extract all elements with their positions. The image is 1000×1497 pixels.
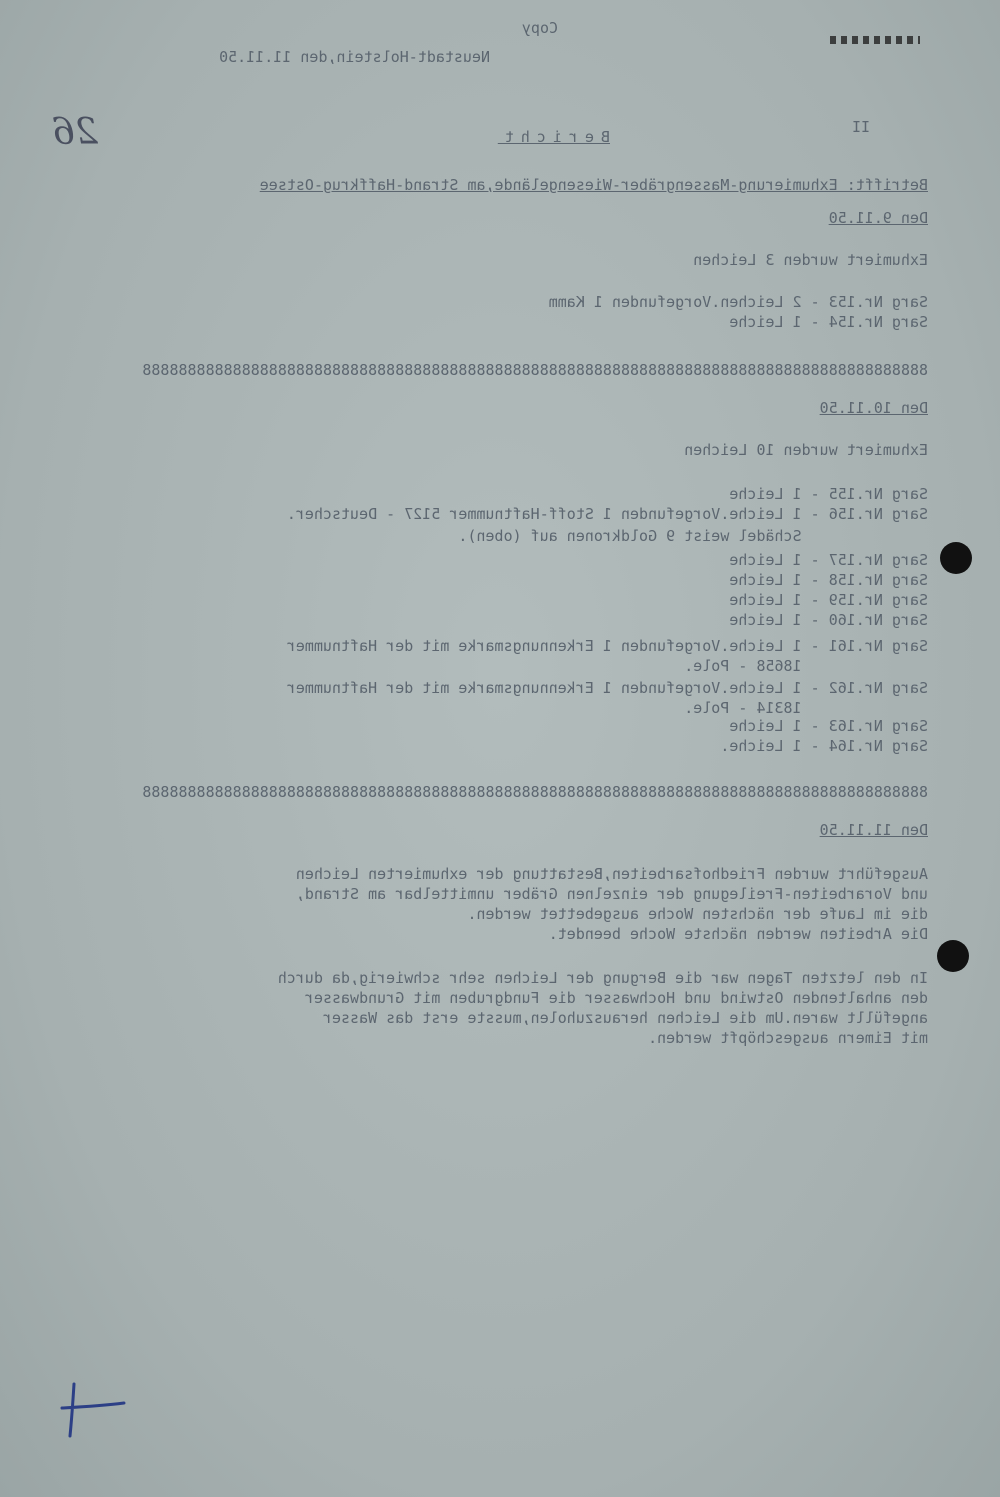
- coffin-line: Sarg Nr.161 - 1 Leiche.Vorgefunden 1 Erkennungsmarke mit der Haftnummer: [286, 637, 928, 655]
- coffin-line: Sarg Nr.155 - 1 Leiche: [729, 485, 928, 503]
- report-line: und Vorarbeiten-Freilegung der einzelnen Gräber unmittelbar am Strand,: [295, 885, 928, 903]
- copy-mark: Copy: [521, 19, 558, 37]
- section-date: Den 9.11.50: [828, 209, 928, 227]
- report-line: Ausgeführt wurden Friedhofsarbeiten,Bestattung der exhumierten Leichen: [295, 865, 928, 883]
- section-date: Den 11.11.50: [819, 821, 928, 839]
- coffin-line: 18658 - Pole.: [684, 657, 928, 675]
- coffin-line: Sarg Nr.158 - 1 Leiche: [729, 571, 928, 589]
- coffin-line: Sarg Nr.157 - 1 Leiche: [729, 551, 928, 569]
- coffin-line: Sarg Nr.162 - 1 Leiche.Vorgefunden 1 Erkennungsmarke mit der Haftnummer: [286, 679, 928, 697]
- closing-line: mit Eimern ausgeschöpft werden.: [648, 1029, 928, 1047]
- place-date: Neustadt-Holstein,den 11.11.50: [219, 48, 490, 66]
- report-line: Die Arbeiten werden nächste Woche beendet.: [548, 925, 928, 943]
- closing-line: den anhaltenden Ostwind und Hochwasser die Fundgruben mit Grundwasser: [304, 989, 928, 1007]
- coffin-line: 18314 - Pole.: [684, 699, 928, 717]
- section-summary: Exhumiert wurden 10 Leichen: [684, 441, 928, 459]
- section-date: Den 10.11.50: [819, 399, 928, 417]
- coffin-line: Sarg Nr.153 - 2 Leichen.Vorgefunden 1 Kamm: [548, 293, 928, 311]
- subject-text: Betrifft: Exhumierung-Massengräber-Wiesengelände,am Strand-Haffkrug-Ostsee: [259, 176, 928, 194]
- page-mark: II: [851, 118, 870, 136]
- subject-line: [260, 175, 928, 195]
- closing-line: In den letzten Tagen war die Bergung der Leichen sehr schwierig,da durch: [277, 969, 928, 987]
- coffin-line: Sarg Nr.154 - 1 Leiche: [729, 313, 928, 331]
- coffin-line: Sarg Nr.163 - 1 Leiche: [729, 717, 928, 735]
- coffin-line: Sarg Nr.156 - 1 Leiche.Vorgefunden 1 Stoff-Haftnummer 5127 - Deutscher.: [286, 505, 928, 523]
- report-line: die im Laufe der nächsten Woche ausgebettet werden.: [467, 905, 928, 923]
- separator-line: 888888888888888888888888888888888888888888888888888888888888888888888888888888888888888: [142, 783, 928, 801]
- coffin-line: Sarg Nr.160 - 1 Leiche: [729, 611, 928, 629]
- closing-line: angefüllt waren.Um die Leichen herauszuholen,musste erst das Wasser: [322, 1009, 928, 1027]
- section-summary: Exhumiert wurden 3 Leichen: [693, 251, 928, 269]
- handwritten-page-number: 26: [52, 112, 98, 153]
- report-title: Bericht: [497, 128, 610, 146]
- coffin-line: Sarg Nr.164 - 1 Leiche.: [720, 737, 928, 755]
- coffin-line: Schädel weist 9 Goldkronen auf (oben).: [458, 527, 928, 545]
- coffin-line: Sarg Nr.159 - 1 Leiche: [729, 591, 928, 609]
- separator-line: 888888888888888888888888888888888888888888888888888888888888888888888888888888888888888: [142, 361, 928, 379]
